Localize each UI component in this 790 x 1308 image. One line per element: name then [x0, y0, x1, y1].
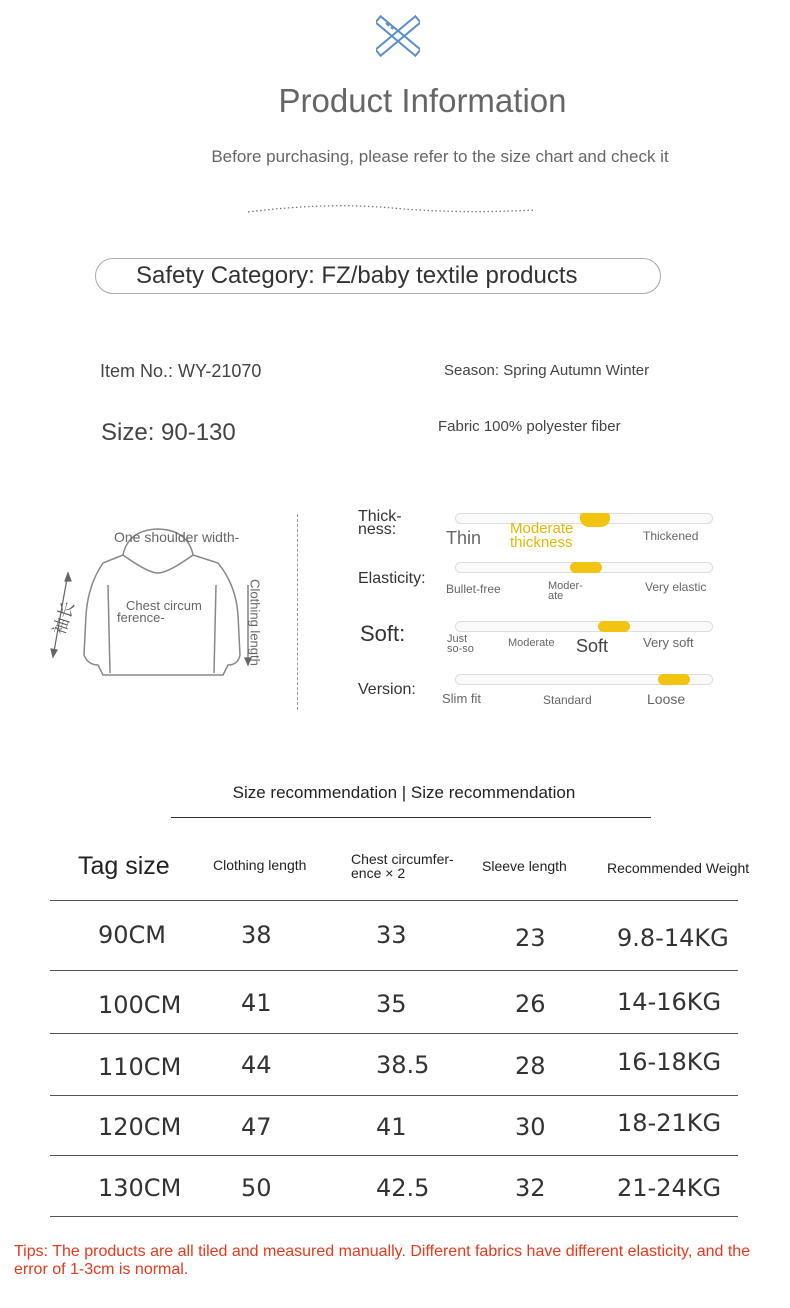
chest-circumference-label-1: Chest circum — [126, 598, 202, 613]
cell-sleeve-length: 26 — [515, 990, 546, 1018]
sleeve-length-label: 袖长 — [49, 599, 79, 638]
table-divider — [50, 1033, 738, 1034]
cell-chest: 42.5 — [376, 1174, 430, 1202]
page-title: Product Information — [278, 82, 567, 119]
cell-sleeve-length: 28 — [515, 1052, 546, 1080]
header-chest-1: Chest circumfer- — [351, 851, 454, 867]
thickness-label-2: ness: — [358, 521, 397, 538]
measurement-tips: Tips: The products are all tiled and measured manually. Different fabrics have different elasticity, and the error of 1-3cm is normal. — [14, 1243, 751, 1278]
cell-sleeve-length: 23 — [515, 924, 546, 952]
cell-clothing-length: 50 — [241, 1174, 272, 1202]
version-option-slim-fit: Slim fit — [442, 691, 481, 706]
elasticity-bar — [455, 562, 713, 573]
page-subtitle: Before purchasing, please refer to the size chart and check it — [211, 147, 669, 166]
header-clothing-length: Clothing length — [213, 857, 307, 873]
soft-option-moderate: Moderate — [508, 637, 555, 649]
cell-sleeve-length: 30 — [515, 1113, 546, 1141]
season-info: Season: Spring Autumn Winter — [444, 362, 650, 379]
thickness-label — [358, 510, 402, 536]
version-option-loose: Loose — [647, 691, 686, 707]
chest-circumference-label-2: ference- — [117, 610, 165, 625]
header-sleeve-length: Sleeve length — [482, 858, 567, 874]
thickness-option-thin: Thin — [446, 528, 482, 548]
table-divider — [50, 1155, 738, 1156]
cell-clothing-length: 44 — [241, 1051, 272, 1079]
thickness-bar — [455, 513, 713, 524]
cell-clothing-length: 38 — [241, 921, 272, 949]
table-divider — [50, 970, 738, 971]
section-divider — [297, 514, 298, 710]
cell-tag-size: 110CM — [98, 1053, 182, 1081]
cell-clothing-length: 41 — [241, 989, 272, 1017]
cell-weight: 21-24KG — [617, 1174, 722, 1202]
cell-chest: 35 — [376, 990, 407, 1018]
soft-option-just: Just — [447, 633, 468, 645]
thickness-option-moderate-2: thickness — [510, 534, 573, 551]
thickness-label-1: Thick- — [358, 508, 402, 525]
cell-tag-size: 120CM — [98, 1113, 182, 1141]
cell-weight: 18-21KG — [617, 1109, 722, 1137]
version-option-standard: Standard — [543, 693, 592, 707]
header-chest-2: ence × 2 — [351, 865, 406, 881]
cell-clothing-length: 47 — [241, 1113, 272, 1141]
elasticity-option-bullet-free: Bullet-free — [446, 582, 501, 596]
dotted-divider — [247, 204, 537, 218]
elasticity-option-moderate-1: Moder- — [548, 580, 583, 592]
version-label: Version: — [358, 681, 416, 698]
soft-option-soft: Soft — [576, 636, 609, 656]
cell-chest: 41 — [376, 1113, 407, 1141]
header-recommended-weight: Recommended Weight — [607, 860, 750, 876]
ruler-pencil-icon — [376, 15, 420, 57]
elasticity-option-very-elastic: Very elastic — [645, 580, 707, 594]
cell-weight: 14-16KG — [617, 988, 722, 1016]
soft-option-very-soft: Very soft — [643, 635, 694, 650]
cell-tag-size: 100CM — [98, 991, 182, 1019]
cell-tag-size: 90CM — [98, 921, 167, 949]
cell-weight: 16-18KG — [617, 1048, 722, 1076]
version-bar-level — [658, 674, 690, 685]
table-divider — [50, 900, 738, 901]
thickness-option-moderate-1: Moderate — [510, 520, 574, 537]
elasticity-option-moderate-2: ate — [548, 590, 564, 602]
shoulder-width-label: One shoulder width- — [114, 529, 240, 545]
safety-category-pill — [95, 258, 661, 294]
table-divider — [50, 1216, 738, 1217]
cell-chest: 33 — [376, 921, 407, 949]
cell-sleeve-length: 32 — [515, 1174, 546, 1202]
header-tag-size: Tag size — [78, 852, 170, 880]
elasticity-label: Elasticity: — [358, 570, 426, 587]
item-number: Item No.: WY-21070 — [100, 361, 262, 381]
table-divider — [50, 1095, 738, 1096]
clothing-length-label: Clothing length — [247, 579, 263, 666]
version-bar — [455, 674, 713, 685]
cell-tag-size: 130CM — [98, 1174, 182, 1202]
fabric-info: Fabric 100% polyester fiber — [438, 418, 621, 435]
cell-chest: 38.5 — [376, 1051, 430, 1079]
size-recommendation-underline — [171, 817, 651, 818]
soft-option-just-so-so — [447, 634, 474, 654]
softness-bar — [455, 621, 713, 632]
safety-category-label: Safety Category: FZ/baby textile products — [136, 262, 578, 289]
size-range: Size: 90-130 — [101, 419, 236, 446]
size-recommendation-title: Size recommendation | Size recommendation — [232, 783, 576, 802]
thickness-bar-level — [580, 513, 610, 527]
softness-bar-level — [598, 621, 630, 632]
soft-option-so-so: so-so — [447, 643, 474, 655]
elasticity-bar-level — [570, 562, 602, 573]
thickness-option-moderate — [510, 522, 573, 550]
elasticity-option-moderate — [548, 581, 583, 601]
soft-label: Soft: — [360, 621, 406, 646]
cell-weight: 9.8-14KG — [617, 924, 729, 952]
header-chest-circumference — [351, 852, 454, 880]
thickness-option-thickened: Thickened — [643, 529, 699, 543]
